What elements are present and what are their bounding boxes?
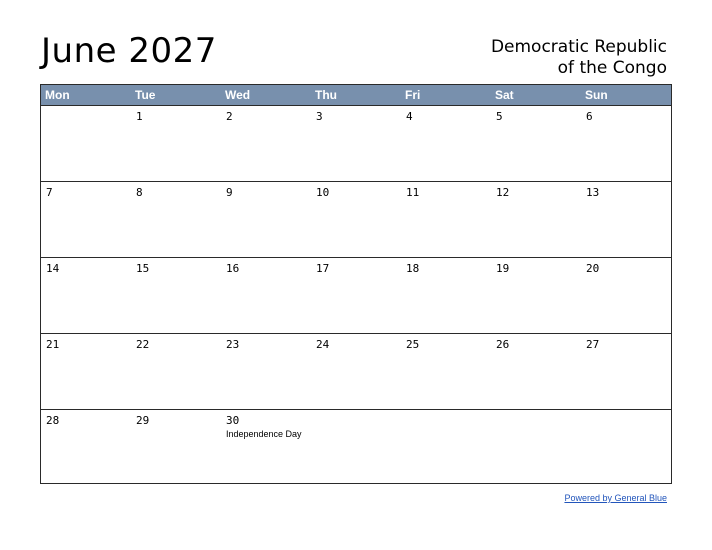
weekday-tue: Tue	[135, 88, 156, 102]
week-row-2	[41, 181, 671, 257]
day-cell	[491, 410, 581, 485]
day-number: 9	[226, 186, 233, 199]
day-number: 28	[46, 414, 60, 427]
day-cell	[491, 106, 581, 181]
day-number: 15	[136, 262, 150, 275]
weekday-mon: Mon	[45, 88, 70, 102]
day-number: 14	[46, 262, 60, 275]
day-cell	[41, 258, 131, 333]
day-cell	[131, 410, 221, 485]
day-number: 8	[136, 186, 143, 199]
day-number: 30	[226, 414, 240, 427]
day-number: 29	[136, 414, 150, 427]
page-title: June 2027	[41, 31, 217, 71]
day-cell	[221, 410, 311, 485]
day-cell	[221, 334, 311, 409]
day-cell	[581, 410, 671, 485]
day-number: 20	[586, 262, 600, 275]
week-row-1	[41, 106, 671, 181]
week-row-3	[41, 257, 671, 333]
day-cell	[131, 334, 221, 409]
weekday-sat: Sat	[495, 88, 514, 102]
day-cell	[401, 334, 491, 409]
weekday-thu: Thu	[315, 88, 337, 102]
day-number: 10	[316, 186, 330, 199]
day-cell	[41, 106, 131, 181]
calendar-grid	[40, 84, 672, 484]
day-number: 25	[406, 338, 420, 351]
day-cell	[41, 410, 131, 485]
day-cell	[131, 106, 221, 181]
day-number: 17	[316, 262, 330, 275]
day-cell	[491, 182, 581, 257]
day-number: 23	[226, 338, 240, 351]
day-cell	[401, 410, 491, 485]
day-cell	[221, 182, 311, 257]
day-cell	[221, 258, 311, 333]
holiday-label: Independence Day	[226, 429, 302, 439]
country-name	[491, 37, 667, 79]
weekday-wed: Wed	[225, 88, 251, 102]
day-cell	[41, 182, 131, 257]
day-number: 19	[496, 262, 510, 275]
day-number: 7	[46, 186, 53, 199]
day-cell	[581, 258, 671, 333]
day-number: 21	[46, 338, 60, 351]
day-cell	[581, 182, 671, 257]
day-cell	[131, 182, 221, 257]
day-number: 5	[496, 110, 503, 123]
day-cell	[41, 334, 131, 409]
day-number: 12	[496, 186, 510, 199]
country-name-line1: Democratic Republic	[490, 37, 667, 57]
day-cell	[221, 106, 311, 181]
powered-by-link[interactable]: Powered by General Blue	[564, 493, 667, 503]
day-cell	[491, 334, 581, 409]
day-cell	[581, 106, 671, 181]
day-cell	[311, 334, 401, 409]
day-cell	[401, 258, 491, 333]
day-number: 3	[316, 110, 323, 123]
day-number: 6	[586, 110, 593, 123]
day-cell	[401, 182, 491, 257]
day-cell	[581, 334, 671, 409]
day-cell	[401, 106, 491, 181]
day-number: 27	[586, 338, 600, 351]
day-cell	[311, 258, 401, 333]
day-number: 11	[406, 186, 420, 199]
day-number: 26	[496, 338, 510, 351]
day-cell	[311, 182, 401, 257]
country-name-line2: of the Congo	[557, 58, 667, 78]
day-cell	[131, 258, 221, 333]
weekday-header	[41, 85, 671, 106]
weekday-fri: Fri	[405, 88, 421, 102]
day-number: 22	[136, 338, 150, 351]
week-row-5	[41, 409, 671, 485]
day-number: 18	[406, 262, 420, 275]
day-number: 24	[316, 338, 330, 351]
week-row-4	[41, 333, 671, 409]
weekday-sun: Sun	[585, 88, 608, 102]
day-cell	[311, 106, 401, 181]
day-number: 16	[226, 262, 240, 275]
day-number: 2	[226, 110, 233, 123]
day-number: 1	[136, 110, 143, 123]
day-cell	[491, 258, 581, 333]
day-cell	[311, 410, 401, 485]
day-number: 4	[406, 110, 413, 123]
day-number: 13	[586, 186, 600, 199]
